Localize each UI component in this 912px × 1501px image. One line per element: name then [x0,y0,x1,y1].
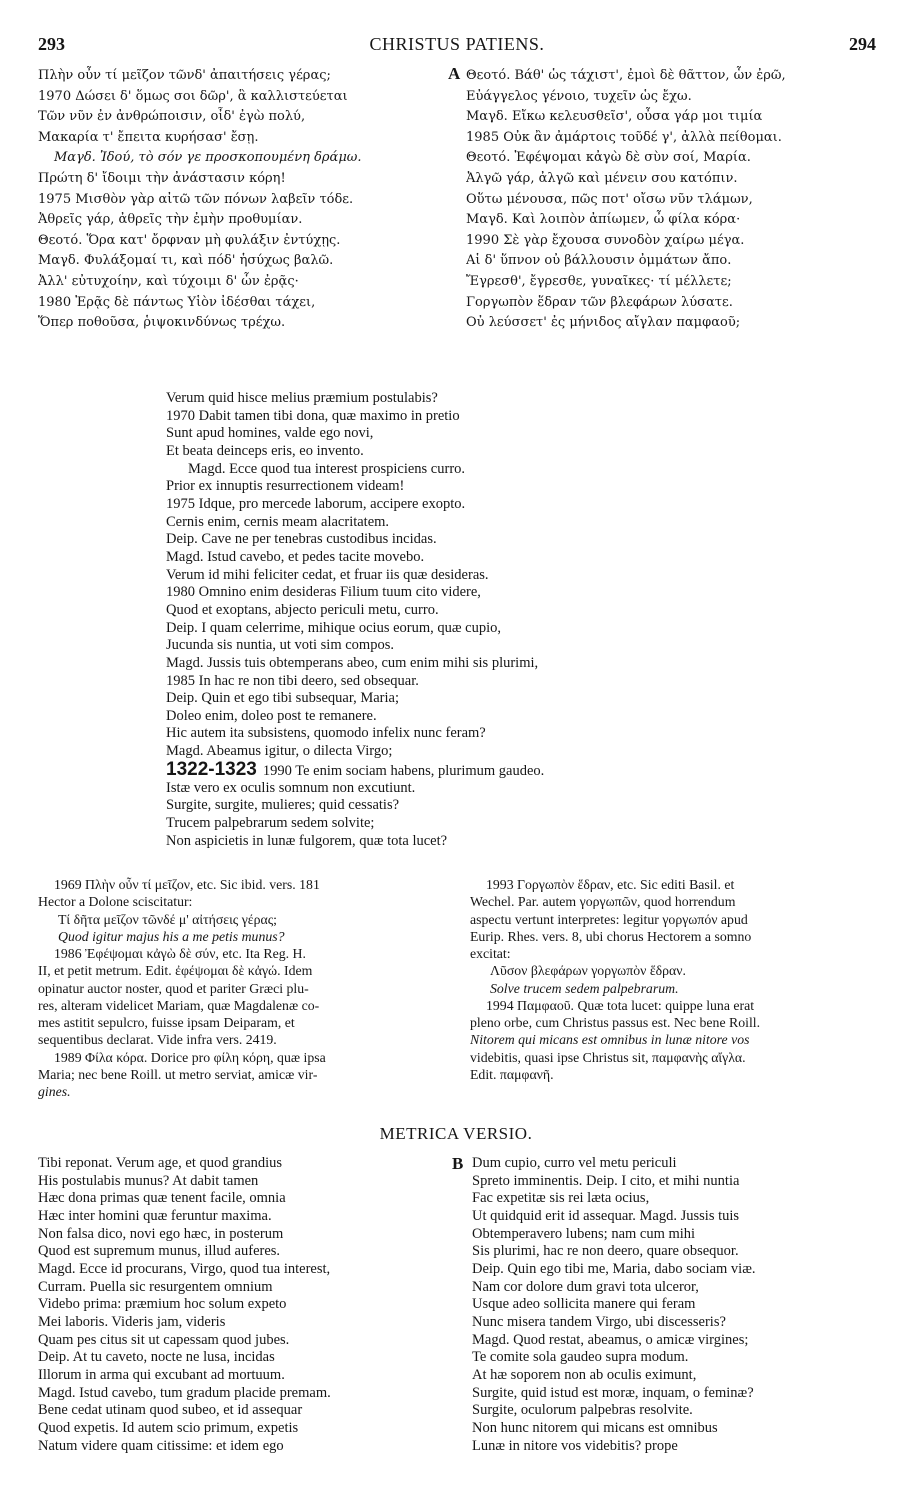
latin-line: Sunt apud homines, valde ego novi, [166,425,374,442]
metrica-line: Lunæ in nitore vos videbitis? prope [472,1437,678,1454]
note-line: Quod igitur majus his a me petis munus? [58,928,285,944]
greek-line: Ἀλλ' εὐτυχοίην, καὶ τύχοιμι δ' ὧν ἐρᾷς· [38,273,299,289]
column-marker-a: A [448,64,461,83]
note-line: excitat: [470,946,511,961]
latin-line: 1970 Dabit tamen tibi dona, quæ maximo in pretio [166,407,460,424]
metrica-versio-heading: METRICA VERSIO. [379,1124,533,1143]
metrica-line: Quod expetis. Id autem scio primum, expetis [38,1419,299,1436]
metrica-line: Hæc inter homini quæ feruntur maxima. [38,1207,272,1224]
note-line: Λῦσον βλεφάρων γοργωπὸν ἕδραν. [490,963,686,979]
metrica-line: Spreto imminentis. Deip. I cito, et mihi nuntia [472,1172,740,1189]
note-line: Maria; nec bene Roill. ut metro serviat, amicæ vir- [38,1066,318,1082]
latin-line: Magd. Abeamus igitur, o dilecta Virgo; [166,743,393,760]
greek-line: Μαγδ. Φυλάξομαί τι, καὶ πόδ' ἡσύχως βαλῶ. [38,253,334,269]
latin-line: Non aspicietis in lunæ fulgorem, quæ tota lucet? [166,832,448,849]
metrica-line: Te comite sola gaudeo supra modum. [472,1349,689,1366]
greek-text-right-column [466,66,886,334]
note-line: 1989 Φίλα κόρα. Dorice pro φίλη κόρη, quæ ipsa [54,1049,326,1065]
greek-line: Ἀλγῶ γάρ, ἀλγῶ καὶ μένειν σου κατόπιν. [466,170,738,186]
greek-line: Οὐ λεύσσετ' ἐς μήνιδος αἴγλαν παμφαοῦ; [466,315,741,331]
latin-line: Magd. Jussis tuis obtemperans abeo, cum enim mihi sis plurimi, [166,654,539,671]
note-line: res, alteram videlicet Mariam, quæ Magdalenæ co- [38,997,320,1013]
metrica-line: Tibi reponat. Verum age, et quod grandius [38,1155,283,1171]
note-line: mes astitit sepulcro, fuisse ipsam Deiparam, et [38,1015,295,1030]
latin-line: Verum quid hisce melius præmium postulabis? [166,390,438,406]
greek-line: Οὕτω μένουσα, πῶς ποτ' οἴσω νῦν τλάμων, [466,191,753,207]
latin-line: 1980 Omnino enim desideras Filium tuum cito videre, [166,584,481,601]
metrica-line: Dum cupio, curro vel metu periculi [472,1155,677,1171]
page-number-left: 293 [38,34,65,54]
metrica-line: Obtemperavero lubens; nam cum mihi [472,1225,696,1242]
metrica-line: Quod est supremum munus, illud auferes. [38,1243,281,1260]
greek-line: Θεοτό. Βάθ' ὡς τάχιστ', ἐμοὶ δὲ θᾶττον, ὧν ἐρῶ, [466,68,786,83]
metrica-right-column [472,1155,886,1455]
metrica-line: Surgite, quid istud est moræ, inquam, o feminæ? [472,1384,754,1401]
latin-line: 1990 Te enim sociam habens, plurimum gaudeo. [262,762,545,779]
latin-line: Magd. Ecce quod tua interest prospiciens curro. [188,460,466,477]
greek-line: Ἀθρεῖς γάρ, ἀθρεῖς τὴν ἐμὴν προθυμίαν. [38,212,303,228]
latin-line: Quod et exoptans, abjecto periculi metu, curro. [166,601,439,618]
metrica-line: Illorum in arma qui excubant ad mortuum. [38,1366,285,1383]
latin-line: Magd. Istud cavebo, et pedes tacite movebo. [166,548,425,565]
latin-line: Verum id mihi feliciter cedat, et fruar iis quæ desideras. [166,566,489,583]
latin-translation [166,390,766,850]
metrica-line: Magd. Ecce id procurans, Virgo, quod tua interest, [38,1260,331,1277]
note-line: 1969 Πλὴν οὖν τί μεῖζον, etc. Sic ibid. vers. 181 [54,877,320,892]
greek-line: Ὅπερ ποθοῦσα, ῥιψοκινδύνως τρέχω. [38,315,286,331]
metrica-line: Videbo prima: præmium hoc solum expeto [38,1296,287,1313]
greek-line: Μακαρία τ' ἔπειτα κυρήσασ' ἔσῃ. [38,129,259,145]
note-line: Hector a Dolone sciscitatur: [38,894,193,910]
greek-line: Θεοτό. Ὅρα κατ' ὄρφναν μὴ φυλάξιν ἐντύχῃς. [38,232,341,248]
metrica-line: Usque adeo sollicita manere qui feram [472,1296,696,1313]
note-line: sequentibus declarat. Vide infra vers. 2419. [38,1032,277,1048]
note-line: pleno orbe, cum Christus passus est. Nec bene Roill. [470,1015,761,1030]
metrica-line: Non falsa dico, novi ego hæc, in posterum [38,1225,284,1242]
note-line: II, et petit metrum. Edit. ἐφέψομαι δὲ κἀγώ. Idem [38,963,313,979]
note-line: 1986 Ἐφέψομαι κἀγὼ δὲ σύν, etc. Ita Reg. H. [54,946,306,961]
note-line: Wechel. Par. autem γοργωπῶν, quod horrendum [470,894,736,910]
greek-line: Εὐάγγελος γένοιο, τυχεῖν ὡς ἔχω. [466,88,692,104]
metrica-line: Magd. Quod restat, abeamus, o amicæ virgines; [472,1331,749,1348]
note-line: aspectu vertunt interpretes: legitur γοργωπόν apud [470,911,748,927]
running-title: CHRISTUS PATIENS. [369,34,545,54]
greek-line: Μαγδ. Ἰδού, τὸ σόν γε προσκοπουμένη δράμω. [54,150,362,166]
latin-line: Cernis enim, cernis meam alacritatem. [166,513,390,530]
greek-line: Ἔγρεσθ', ἔγρεσθε, γυναῖκες· τί μέλλετε; [466,273,732,289]
latin-line: Prior ex innuptis resurrectionem videam! [166,478,405,495]
note-line: videbitis, quasi ipse Christus sit, παμφανὴς αἴγλα. [470,1049,746,1065]
greek-line: Πλὴν οὖν τί μεῖζον τῶνδ' ἀπαιτήσεις γέρας; [38,68,331,83]
page-number-right: 294 [849,34,876,54]
latin-line: 1985 In hac re non tibi deero, sed obsequar. [166,672,419,689]
latin-line: Doleo enim, doleo post te remanere. [166,707,377,724]
metrica-line: Curram. Puella sic resurgentem omnium [38,1278,273,1295]
greek-line: Τῶν νῦν ἐν ἀνθρώποισιν, οἶδ' ἐγὼ πολύ, [38,109,306,125]
latin-line: Hic autem ita subsistens, quomodo infelix nunc feram? [166,725,486,742]
metrica-line: Magd. Istud cavebo, tum gradum placide premam. [38,1384,331,1401]
greek-text-left-column [38,66,448,334]
column-marker-b: B [452,1154,464,1173]
metrica-line: Hæc dona primas quæ tenent facile, omnia [38,1190,286,1207]
notes-left-column [38,876,448,1100]
metrica-line: His postulabis munus? At dabit tamen [38,1172,259,1189]
greek-line: 1970 Δώσει δ' ὅμως σοι δῶρ', ἃ καλλιστεύεται [38,88,348,104]
greek-line: Θεοτό. Ἐφέψομαι κἀγὼ δὲ σὺν σοί, Μαρία. [466,150,751,166]
metrica-line: At hæ soporem non ab oculis eximunt, [472,1366,697,1383]
note-line: Τί δῆτα μεῖζον τῶνδέ μ' αἰτήσεις γέρας; [58,911,278,927]
latin-line: Jucunda sis nuntia, ut voti sim compos. [166,637,394,654]
running-header [38,34,876,58]
notes-right-column [470,876,886,1083]
metrica-left-column [38,1155,448,1455]
metrica-line: Surgite, oculorum palpebras resolvite. [472,1402,693,1419]
latin-line: Istæ vero ex oculis somnum non excutiunt. [166,779,416,796]
greek-line: 1990 Σὲ γὰρ ἔχουσα συνοδὸν χαίρω μέγα. [466,232,745,248]
greek-line: Γοργωπὸν ἕδραν τῶν βλεφάρων λύσατε. [466,294,733,310]
latin-line: Surgite, surgite, mulieres; quid cessatis? [166,797,400,814]
greek-line: 1980 Ἐρᾷς δὲ πάντως Υἱὸν ἰδέσθαι τάχει, [38,294,316,310]
greek-line: 1985 Οὐκ ἂν ἀμάρτοις τοῦδέ γ', ἀλλὰ πείθομαι. [466,129,782,145]
latin-line: Deip. Quin et ego tibi subsequar, Maria; [166,690,399,707]
metrica-line: Deip. At tu caveto, nocte ne lusa, incidas [38,1349,275,1366]
latin-line: Deip. Cave ne per tenebras custodibus incidas. [166,531,437,548]
greek-line: Μαγδ. Καὶ λοιπὸν ἀπίωμεν, ὦ φίλα κόρα· [466,212,741,228]
latin-line: Trucem palpebrarum sedem solvite; [166,815,375,832]
metrica-line: Deip. Quin ego tibi me, Maria, dabo sociam viæ. [472,1260,756,1277]
note-line: Nitorem qui micans est omnibus in lunæ nitore vos [470,1032,750,1048]
note-line: Edit. παμφανῆ. [470,1066,554,1082]
latin-line: Et beata deinceps eris, eo invento. [166,442,364,459]
metrica-line: Bene cedat utinam quod subeo, et id assequar [38,1402,303,1419]
latin-line-with-column-number [166,758,766,780]
note-line: Eurip. Rhes. vers. 8, ubi chorus Hectorem a somno [470,928,752,944]
note-line: 1993 Γοργωπὸν ἕδραν, etc. Sic editi Basil. et [486,877,735,892]
metrica-line: Fac expetitæ sis rei læta ocius, [472,1190,650,1207]
greek-line: 1975 Μισθὸν γὰρ αἰτῶ τῶν πόνων λαβεῖν τόδε. [38,191,354,207]
metrica-line: Mei laboris. Videris jam, videris [38,1313,226,1330]
metrica-line: Non hunc nitorem qui micans est omnibus [472,1419,718,1436]
latin-line: Deip. I quam celerrime, mihique ocius eorum, quæ cupio, [166,619,502,636]
greek-line: Αἱ δ' ὕπνον οὐ βάλλουσιν ὀμμάτων ἄπο. [466,253,732,269]
note-line: 1994 Παμφαοῦ. Quæ tota lucet: quippe luna erat [486,997,755,1013]
note-line: gines. [38,1084,71,1099]
greek-line: Πρώτη δ' ἴδοιμι τὴν ἀνάστασιν κόρη! [38,170,286,186]
metrica-line: Nunc misera tandem Virgo, ubi discesseris? [472,1313,726,1330]
metrica-line: Sis plurimi, hac re non deero, quare obsequor. [472,1243,739,1260]
metrica-line: Quam pes citus sit ut capessam quod jubes. [38,1331,290,1348]
metrica-line: Natum videre quam citissime: et idem ego [38,1437,284,1454]
metrica-line: Nam cor dolore dum gravi tota ulceror, [472,1278,699,1295]
greek-line: Μαγδ. Εἴκω κελευσθεῖσ', οὖσα γάρ μοι τιμία [466,109,763,125]
column-numbers: 1322-1323 [166,758,257,780]
latin-line: 1975 Idque, pro mercede laborum, accipere exopto. [166,495,466,512]
note-line: Solve trucem sedem palpebrarum. [490,980,679,996]
note-line: opinatur auctor noster, quod et pariter Græci plu- [38,980,309,996]
metrica-line: Ut quidquid erit id assequar. Magd. Jussis tuis [472,1207,740,1224]
